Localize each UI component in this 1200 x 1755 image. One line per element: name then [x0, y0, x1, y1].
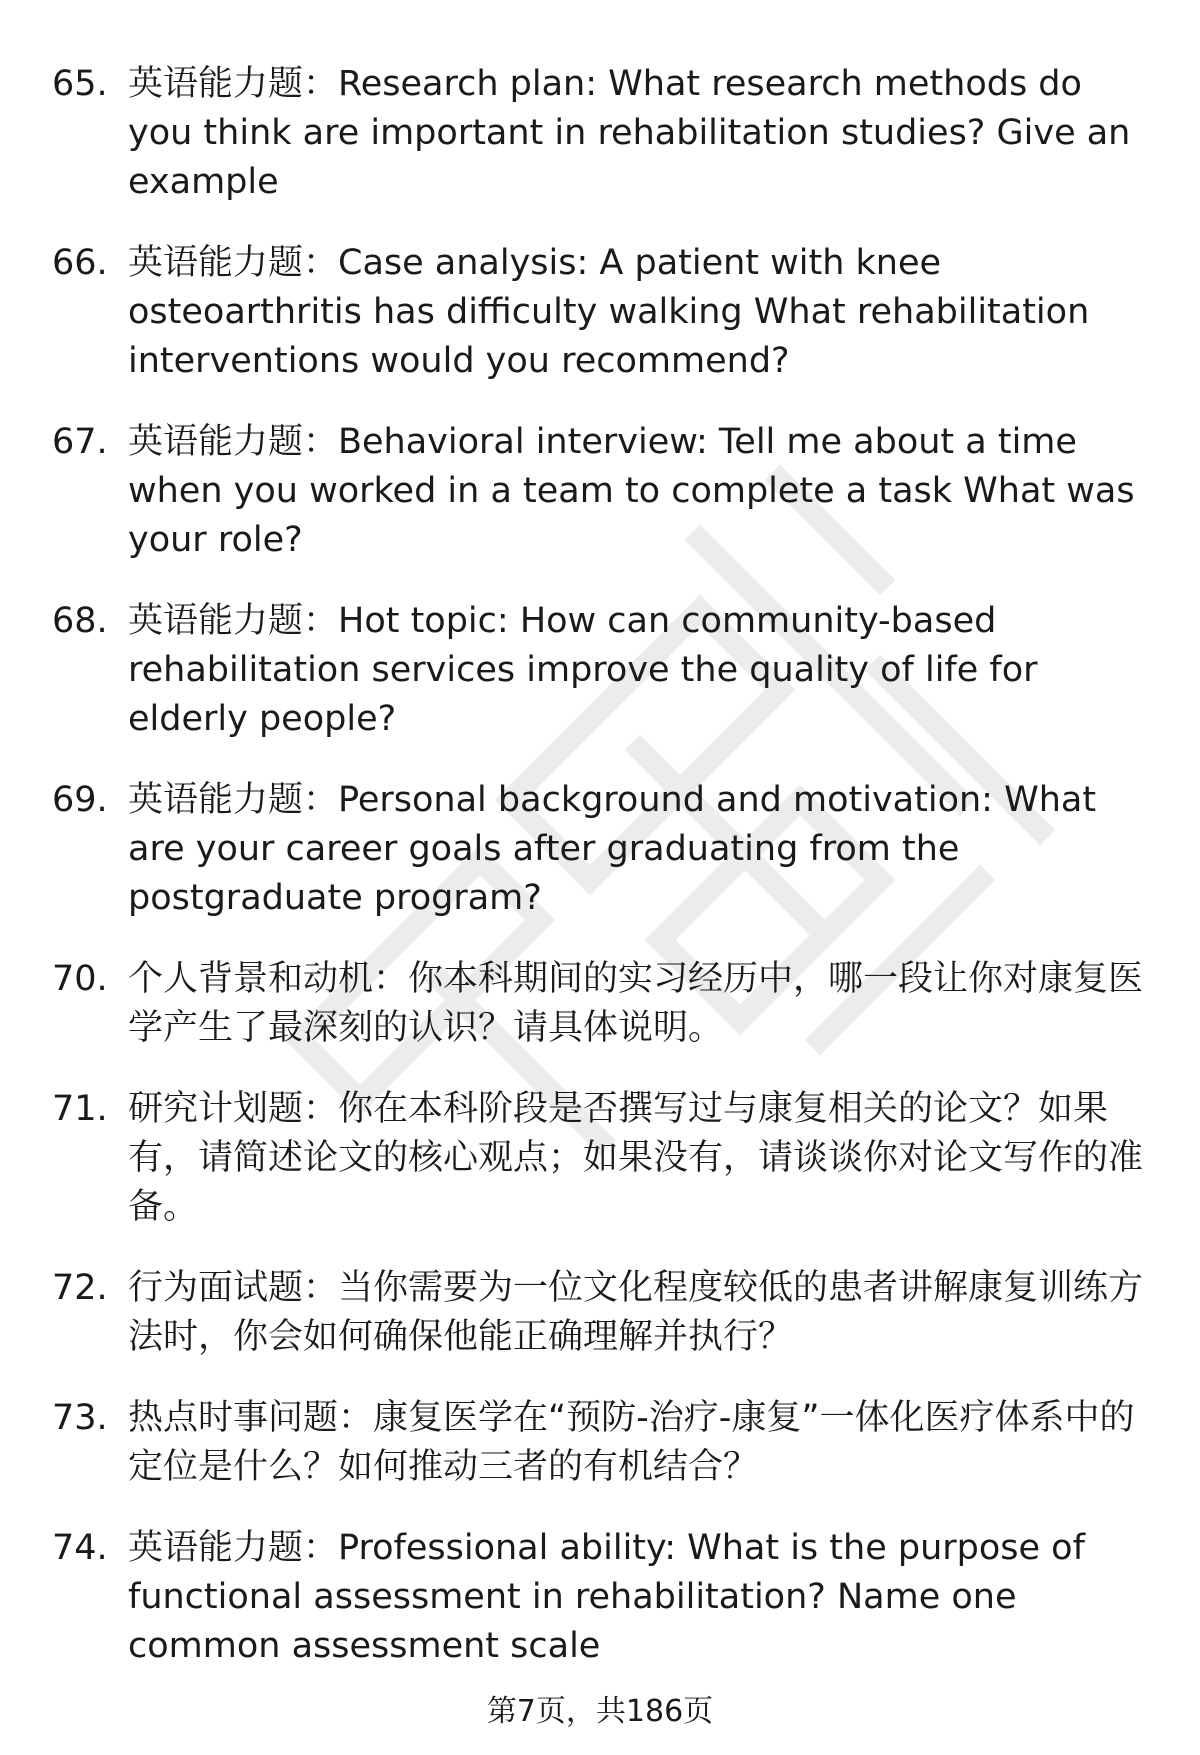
question-number: 68. — [52, 601, 108, 641]
question-number: 67. — [52, 422, 108, 462]
question-text: 热点时事问题：康复医学在“预防-治疗-康复”一体化医疗体系中的定位是什么？如何推动三者的有机结合？ — [128, 1398, 1135, 1487]
list-item — [52, 418, 1152, 565]
list-item — [52, 1264, 1152, 1362]
page-number-footer: 第7页，共186页 — [486, 1694, 714, 1729]
list-item — [52, 1394, 1152, 1492]
question-number: 72. — [52, 1268, 108, 1308]
list-item — [52, 1085, 1152, 1232]
list-item — [52, 60, 1152, 207]
list-item — [52, 1524, 1152, 1671]
question-list — [52, 60, 1152, 1703]
question-text: 英语能力题：Personal background and motivation: What are your career goals after graduating from the postgraduate program? — [128, 780, 1097, 918]
question-text: 英语能力题：Professional ability: What is the purpose of functional assessment in rehabilitation? Name one common assessment scale — [128, 1528, 1085, 1666]
question-number: 65. — [52, 64, 108, 104]
question-text: 英语能力题：Hot topic: How can community-based rehabilitation services improve the quality of life for elderly people? — [128, 601, 1038, 739]
question-number: 74. — [52, 1528, 108, 1568]
list-item — [52, 955, 1152, 1053]
question-text: 英语能力题：Case analysis: A patient with knee osteoarthritis has difficulty walking What rehabilitation interventions would you recommend? — [128, 243, 1090, 381]
question-text: 行为面试题：当你需要为一位文化程度较低的患者讲解康复训练方法时，你会如何确保他能正确理解并执行？ — [128, 1268, 1144, 1357]
question-text: 研究计划题：你在本科阶段是否撰写过与康复相关的论文？如果有，请简述论文的核心观点；如果没有，请谈谈你对论文写作的准备。 — [128, 1089, 1144, 1227]
question-text: 英语能力题：Behavioral interview: Tell me about a time when you worked in a team to complete a task What was your role? — [128, 422, 1135, 560]
question-number: 70. — [52, 959, 108, 999]
list-item — [52, 776, 1152, 923]
list-item — [52, 597, 1152, 744]
question-number: 71. — [52, 1089, 108, 1129]
question-number: 66. — [52, 243, 108, 283]
question-number: 73. — [52, 1398, 108, 1438]
question-text: 英语能力题：Research plan: What research methods do you think are important in rehabilitation studies? Give an example — [128, 64, 1131, 202]
question-number: 69. — [52, 780, 108, 820]
list-item — [52, 239, 1152, 386]
question-text: 个人背景和动机：你本科期间的实习经历中，哪一段让你对康复医学产生了最深刻的认识？请具体说明。 — [128, 959, 1144, 1048]
